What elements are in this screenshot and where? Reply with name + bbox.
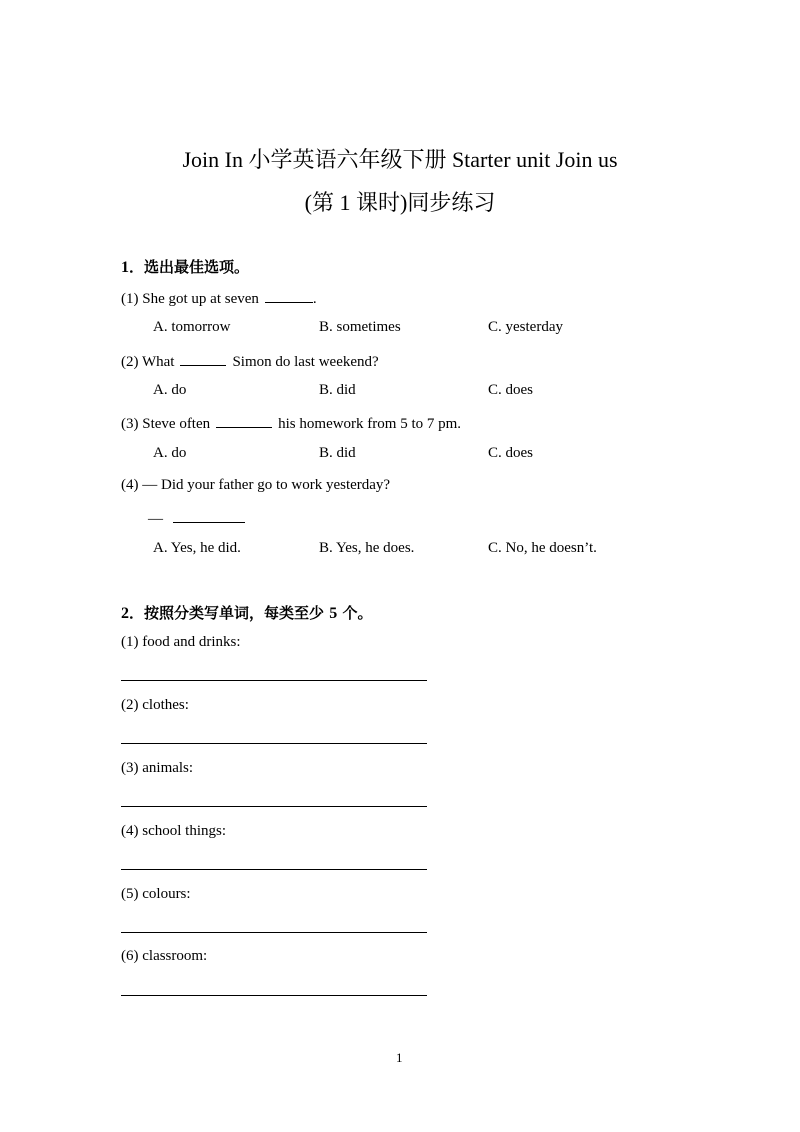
question-2-option-a[interactable]: A. do	[153, 382, 187, 398]
question-1-prefix: (1) She got up at seven	[121, 291, 259, 307]
question-4-answer-dash: —	[148, 511, 163, 527]
document-title-line-1: Join In 小学英语六年级下册 Starter unit Join us	[182, 147, 618, 172]
question-4-answer	[148, 508, 251, 528]
question-2	[121, 351, 379, 371]
question-3-option-b[interactable]: B. did	[319, 445, 356, 461]
section-2-heading-pre: 按照分类写单词，每类至少	[144, 604, 325, 622]
question-3	[121, 413, 461, 433]
question-2-blank[interactable]	[180, 351, 226, 366]
answer-line-clothes[interactable]	[121, 743, 427, 744]
question-2-suffix: Simon do last weekend?	[232, 354, 379, 370]
question-1-option-a[interactable]: A. tomorrow	[153, 319, 231, 335]
category-school-things: (4) school things:	[121, 823, 226, 839]
question-1-option-c[interactable]: C. yesterday	[488, 319, 563, 335]
question-4-option-b[interactable]: B. Yes, he does.	[319, 540, 415, 556]
answer-line-food-and-drinks[interactable]	[121, 680, 427, 681]
section-2-heading	[121, 602, 373, 623]
section-2-heading-post: 个。	[342, 604, 373, 622]
answer-line-colours[interactable]	[121, 932, 427, 933]
answer-line-school-things[interactable]	[121, 869, 427, 870]
section-1-number: 1	[121, 259, 129, 276]
category-animals: (3) animals:	[121, 760, 194, 776]
section-1-heading-text: 选出最佳选项。	[144, 258, 250, 276]
question-3-option-c[interactable]: C. does	[488, 445, 533, 461]
question-2-option-c[interactable]: C. does	[488, 382, 533, 398]
page-number: 1	[396, 1050, 403, 1065]
question-3-option-a[interactable]: A. do	[153, 445, 187, 461]
answer-line-animals[interactable]	[121, 806, 427, 807]
category-colours: (5) colours:	[121, 886, 191, 902]
question-2-option-b[interactable]: B. did	[319, 382, 356, 398]
question-4-blank[interactable]	[173, 508, 245, 523]
question-1-option-b[interactable]: B. sometimes	[319, 319, 401, 335]
section-2-number: 2	[121, 605, 129, 622]
question-3-suffix: his homework from 5 to 7 pm.	[278, 416, 462, 432]
document-title-line-2: (第 1 课时)同步练习	[304, 190, 496, 215]
question-2-prefix: (2) What	[121, 354, 175, 370]
question-4-option-a[interactable]: A. Yes, he did.	[153, 540, 241, 556]
question-3-blank[interactable]	[216, 413, 272, 428]
category-food-and-drinks: (1) food and drinks:	[121, 634, 241, 650]
category-classroom: (6) classroom:	[121, 948, 208, 964]
question-1-blank[interactable]	[265, 288, 313, 303]
section-1-heading	[121, 256, 249, 277]
question-3-prefix: (3) Steve often	[121, 416, 211, 432]
question-4: (4) — Did your father go to work yesterday?	[121, 477, 391, 493]
section-2-heading-num: 5	[329, 605, 338, 622]
answer-line-classroom[interactable]	[121, 995, 427, 996]
section-1-dot: ．	[129, 258, 145, 276]
section-2-dot: ．	[129, 604, 145, 622]
category-clothes: (2) clothes:	[121, 697, 189, 713]
question-4-option-c[interactable]: C. No, he doesn’t.	[488, 540, 597, 556]
question-1	[121, 288, 317, 308]
question-1-suffix: .	[312, 291, 317, 307]
